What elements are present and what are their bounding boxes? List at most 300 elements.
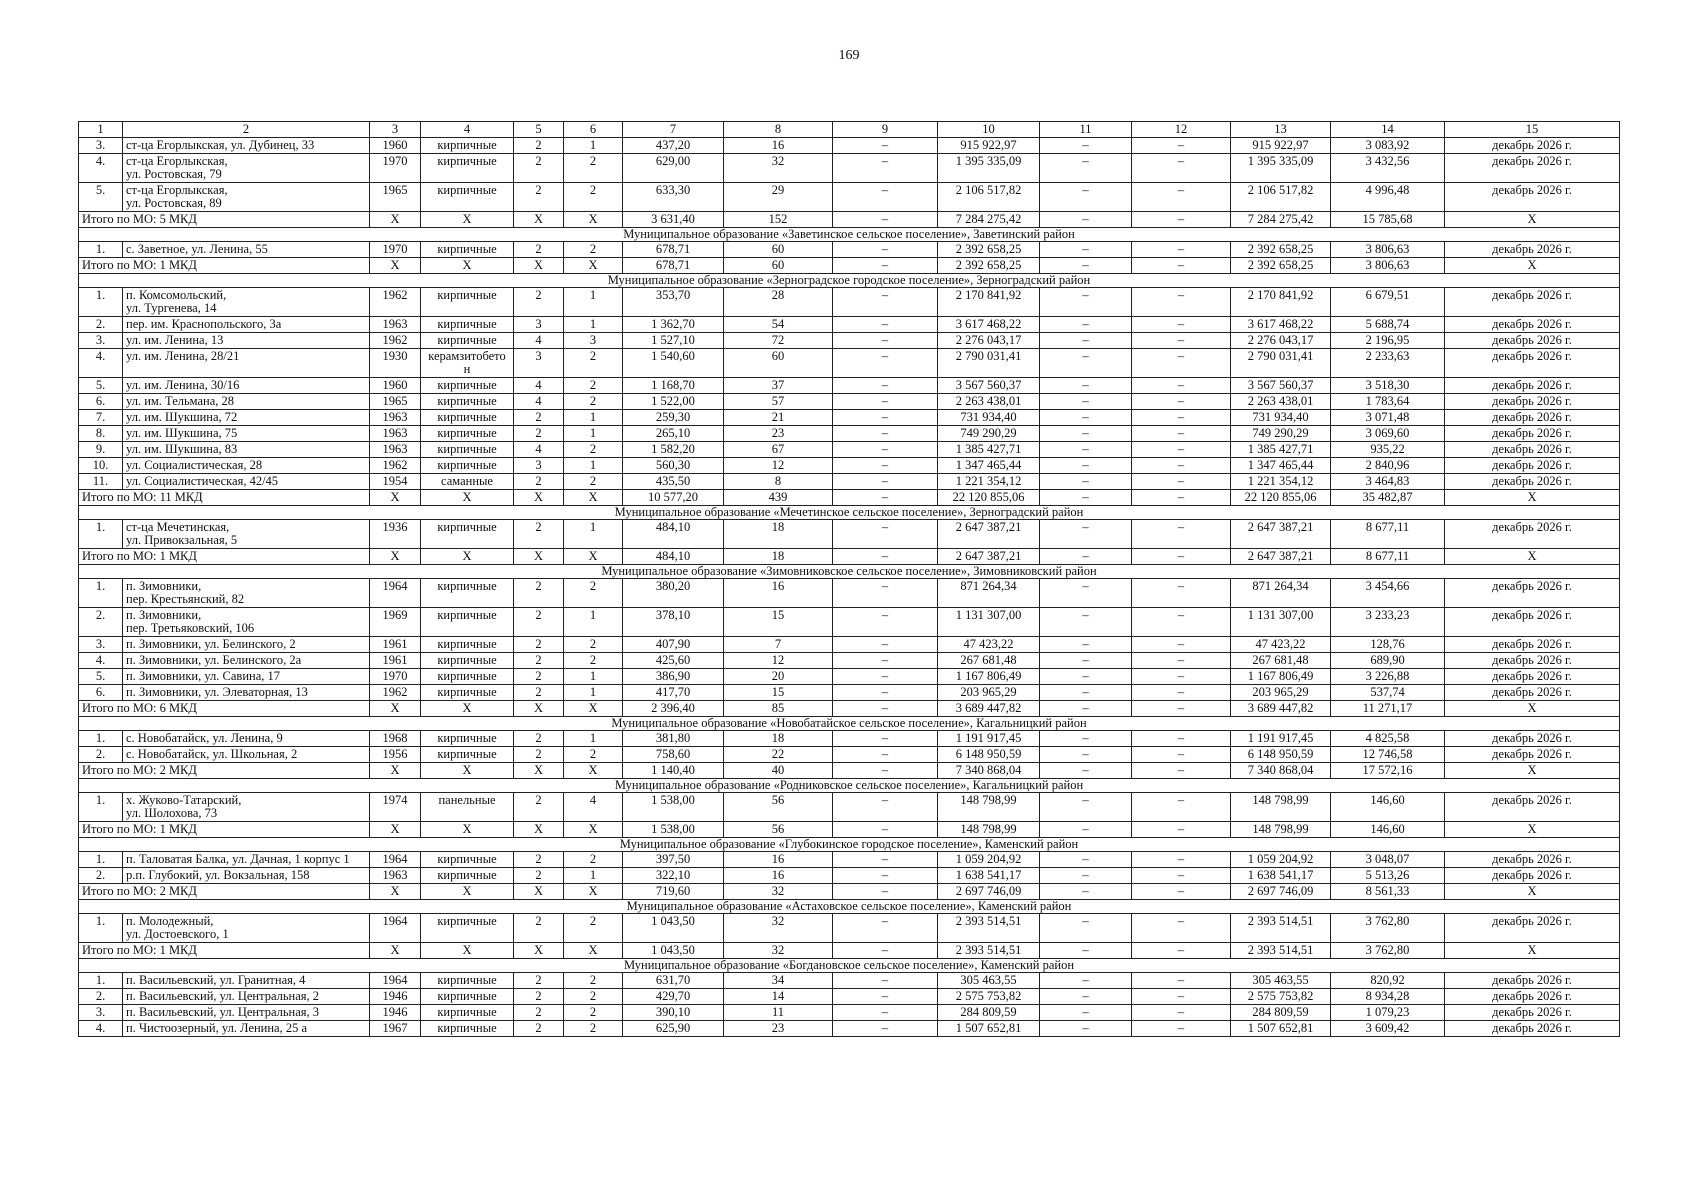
building-cell: – (1132, 1005, 1231, 1021)
subtotal-cell: X (514, 763, 564, 779)
column-number-12: 12 (1132, 122, 1231, 138)
building-cell: 32 (724, 154, 833, 183)
building-cell: – (833, 138, 938, 154)
subtotal-cell: 7 340 868,04 (938, 763, 1040, 779)
building-cell: 146,60 (1331, 793, 1445, 822)
subtotal-cell: X (370, 822, 421, 838)
subtotal-cell: X (1445, 701, 1620, 717)
subtotal-cell: – (1132, 822, 1231, 838)
subtotal-cell: 3 762,80 (1331, 943, 1445, 959)
subtotal-cell: – (1132, 884, 1231, 900)
building-cell: – (1132, 288, 1231, 317)
building-cell: кирпичные (421, 378, 514, 394)
building-cell: – (833, 442, 938, 458)
subtotal-cell: 439 (724, 490, 833, 506)
row-index: 8. (79, 426, 123, 442)
subtotal-row (79, 258, 1620, 274)
building-address: ст-ца Мечетинская, ул. Привокзальная, 5 (123, 520, 370, 549)
subtotal-cell: X (421, 701, 514, 717)
building-cell: – (1040, 973, 1132, 989)
building-cell: 381,80 (623, 731, 724, 747)
subtotal-cell: X (1445, 763, 1620, 779)
building-cell: 4 825,58 (1331, 731, 1445, 747)
building-cell: – (1132, 685, 1231, 701)
subtotal-cell: 3 806,63 (1331, 258, 1445, 274)
building-row (79, 242, 1620, 258)
building-cell: кирпичные (421, 138, 514, 154)
building-address: с. Новобатайск, ул. Ленина, 9 (123, 731, 370, 747)
building-cell: 1 (564, 458, 623, 474)
building-cell: 1930 (370, 349, 421, 378)
building-cell: 2 (514, 747, 564, 763)
building-cell: кирпичные (421, 608, 514, 637)
building-cell: – (1132, 793, 1231, 822)
building-address: п. Васильевский, ул. Центральная, 3 (123, 1005, 370, 1021)
building-cell: 1 362,70 (623, 317, 724, 333)
building-cell: декабрь 2026 г. (1445, 410, 1620, 426)
column-number-7: 7 (623, 122, 724, 138)
row-index: 2. (79, 608, 123, 637)
building-cell: 2 263 438,01 (938, 394, 1040, 410)
building-row (79, 410, 1620, 426)
column-number-2: 2 (123, 122, 370, 138)
building-cell: 3 (564, 333, 623, 349)
subtotal-cell: X (421, 258, 514, 274)
building-row (79, 973, 1620, 989)
building-cell: – (1040, 426, 1132, 442)
building-cell: 2 (514, 242, 564, 258)
building-cell: декабрь 2026 г. (1445, 852, 1620, 868)
municipality-section-row (79, 900, 1620, 914)
row-index: 5. (79, 669, 123, 685)
building-cell: 1962 (370, 458, 421, 474)
building-cell: 28 (724, 288, 833, 317)
building-cell: 2 (514, 914, 564, 943)
building-cell: 1964 (370, 973, 421, 989)
building-cell: декабрь 2026 г. (1445, 288, 1620, 317)
building-cell: 34 (724, 973, 833, 989)
subtotal-cell: X (370, 763, 421, 779)
building-cell: – (1132, 378, 1231, 394)
subtotal-cell: 2 697 746,09 (1231, 884, 1331, 900)
building-cell: 2 575 753,82 (1231, 989, 1331, 1005)
building-cell: 1954 (370, 474, 421, 490)
municipality-title: Муниципальное образование «Астаховское сельское поселение», Каменский район (79, 900, 1620, 914)
building-cell: 1974 (370, 793, 421, 822)
building-cell: – (1040, 288, 1132, 317)
building-cell: 4 996,48 (1331, 183, 1445, 212)
building-cell: – (833, 747, 938, 763)
building-cell: кирпичные (421, 1021, 514, 1037)
building-cell: кирпичные (421, 442, 514, 458)
building-cell: – (1040, 793, 1132, 822)
building-cell: 2 (564, 914, 623, 943)
column-number-11: 11 (1040, 122, 1132, 138)
building-cell: 1 638 541,17 (1231, 868, 1331, 884)
building-cell: 4 (514, 378, 564, 394)
building-cell: – (833, 914, 938, 943)
building-cell: 417,70 (623, 685, 724, 701)
row-index: 1. (79, 242, 123, 258)
building-cell: 8 (724, 474, 833, 490)
building-cell: 935,22 (1331, 442, 1445, 458)
building-cell: 2 106 517,82 (1231, 183, 1331, 212)
building-cell: – (1132, 458, 1231, 474)
building-cell: декабрь 2026 г. (1445, 747, 1620, 763)
building-cell: 3 048,07 (1331, 852, 1445, 868)
building-cell: кирпичные (421, 852, 514, 868)
building-cell: 2 233,63 (1331, 349, 1445, 378)
building-cell: 435,50 (623, 474, 724, 490)
building-row (79, 579, 1620, 608)
building-cell: 6 148 950,59 (938, 747, 1040, 763)
building-cell: – (1132, 426, 1231, 442)
building-address: ул. Социалистическая, 42/45 (123, 474, 370, 490)
building-address: ул. им. Ленина, 30/16 (123, 378, 370, 394)
building-cell: 1960 (370, 378, 421, 394)
subtotal-cell: – (833, 549, 938, 565)
building-cell: 47 423,22 (1231, 637, 1331, 653)
subtotal-cell: X (564, 822, 623, 838)
building-address: р.п. Глубокий, ул. Вокзальная, 158 (123, 868, 370, 884)
subtotal-row (79, 701, 1620, 717)
building-cell: кирпичные (421, 288, 514, 317)
building-cell: 2 575 753,82 (938, 989, 1040, 1005)
building-cell: 1 221 354,12 (938, 474, 1040, 490)
building-cell: – (833, 1005, 938, 1021)
building-cell: 2 790 031,41 (1231, 349, 1331, 378)
building-row (79, 637, 1620, 653)
building-cell: декабрь 2026 г. (1445, 989, 1620, 1005)
building-row (79, 474, 1620, 490)
subtotal-cell: X (370, 701, 421, 717)
building-cell: 4 (514, 394, 564, 410)
building-cell: декабрь 2026 г. (1445, 793, 1620, 822)
subtotal-cell: – (1132, 212, 1231, 228)
building-cell: 429,70 (623, 989, 724, 1005)
building-cell: 2 (514, 793, 564, 822)
row-index: 6. (79, 394, 123, 410)
building-row (79, 852, 1620, 868)
building-cell: 1 (564, 669, 623, 685)
subtotal-cell: X (564, 490, 623, 506)
subtotal-cell: X (514, 549, 564, 565)
building-cell: декабрь 2026 г. (1445, 242, 1620, 258)
row-index: 6. (79, 685, 123, 701)
subtotal-label: Итого по МО: 1 МКД (79, 943, 370, 959)
building-cell: 1 131 307,00 (938, 608, 1040, 637)
building-cell: кирпичные (421, 426, 514, 442)
building-row (79, 731, 1620, 747)
building-cell: – (1040, 653, 1132, 669)
building-cell: 3 617 468,22 (938, 317, 1040, 333)
building-row (79, 989, 1620, 1005)
building-cell: 16 (724, 579, 833, 608)
building-cell: – (1132, 442, 1231, 458)
building-cell: декабрь 2026 г. (1445, 520, 1620, 549)
subtotal-cell: 1 538,00 (623, 822, 724, 838)
municipality-section-row (79, 838, 1620, 852)
building-cell: 3 609,42 (1331, 1021, 1445, 1037)
row-index: 7. (79, 410, 123, 426)
subtotal-cell: – (1040, 701, 1132, 717)
building-cell: декабрь 2026 г. (1445, 608, 1620, 637)
building-cell: 537,74 (1331, 685, 1445, 701)
building-cell: 2 (514, 1021, 564, 1037)
building-cell: – (833, 520, 938, 549)
building-cell: – (1040, 731, 1132, 747)
subtotal-cell: – (1132, 701, 1231, 717)
subtotal-cell: X (370, 943, 421, 959)
subtotal-cell: 32 (724, 884, 833, 900)
building-address: пер. им. Краснопольского, 3а (123, 317, 370, 333)
building-cell: 1 131 307,00 (1231, 608, 1331, 637)
building-cell: 4 (514, 442, 564, 458)
subtotal-cell: 10 577,20 (623, 490, 724, 506)
building-cell: – (1040, 989, 1132, 1005)
building-cell: 8 934,28 (1331, 989, 1445, 1005)
row-index: 9. (79, 442, 123, 458)
building-cell: – (833, 637, 938, 653)
building-cell: – (833, 183, 938, 212)
building-cell: 12 (724, 458, 833, 474)
subtotal-cell: 2 647 387,21 (938, 549, 1040, 565)
building-cell: – (1040, 852, 1132, 868)
column-number-15: 15 (1445, 122, 1620, 138)
building-address: ул. им. Шукшина, 75 (123, 426, 370, 442)
subtotal-cell: 2 396,40 (623, 701, 724, 717)
building-cell: 1 (564, 410, 623, 426)
building-cell: кирпичные (421, 653, 514, 669)
building-cell: – (1040, 868, 1132, 884)
building-cell: 1 (564, 731, 623, 747)
building-cell: 2 393 514,51 (1231, 914, 1331, 943)
subtotal-cell: 484,10 (623, 549, 724, 565)
building-cell: 20 (724, 669, 833, 685)
row-index: 1. (79, 579, 123, 608)
row-index: 1. (79, 288, 123, 317)
building-cell: 1962 (370, 288, 421, 317)
building-cell: 1946 (370, 1005, 421, 1021)
subtotal-row (79, 212, 1620, 228)
building-address: ст-ца Егорлыкская, ул. Ростовская, 79 (123, 154, 370, 183)
row-index: 4. (79, 349, 123, 378)
subtotal-cell: X (1445, 490, 1620, 506)
building-cell: 407,90 (623, 637, 724, 653)
building-cell: 1946 (370, 989, 421, 1005)
building-cell: 284 809,59 (938, 1005, 1040, 1021)
subtotal-cell: – (1132, 943, 1231, 959)
subtotal-cell: 1 043,50 (623, 943, 724, 959)
municipality-title: Муниципальное образование «Родниковское сельское поселение», Кагальницкий район (79, 779, 1620, 793)
building-cell: 2 (514, 154, 564, 183)
building-address: п. Зимовники, ул. Белинского, 2а (123, 653, 370, 669)
building-cell: 5 513,26 (1331, 868, 1445, 884)
building-cell: декабрь 2026 г. (1445, 154, 1620, 183)
building-cell: 2 (564, 394, 623, 410)
subtotal-cell: 3 631,40 (623, 212, 724, 228)
row-index: 1. (79, 793, 123, 822)
subtotal-cell: 22 120 855,06 (938, 490, 1040, 506)
building-cell: 2 (564, 1005, 623, 1021)
building-cell: 2 (514, 653, 564, 669)
building-cell: 1 (564, 868, 623, 884)
building-cell: – (1132, 138, 1231, 154)
subtotal-cell: 678,71 (623, 258, 724, 274)
building-cell: 67 (724, 442, 833, 458)
building-cell: 1967 (370, 1021, 421, 1037)
building-cell: 14 (724, 989, 833, 1005)
subtotal-label: Итого по МО: 5 МКД (79, 212, 370, 228)
row-index: 1. (79, 731, 123, 747)
building-cell: – (1040, 394, 1132, 410)
building-cell: – (1132, 474, 1231, 490)
building-cell: 284 809,59 (1231, 1005, 1331, 1021)
building-cell: 1 538,00 (623, 793, 724, 822)
building-cell: кирпичные (421, 458, 514, 474)
municipality-title: Муниципальное образование «Зимовниковское сельское поселение», Зимовниковский район (79, 565, 1620, 579)
building-cell: 437,20 (623, 138, 724, 154)
building-cell: 1 191 917,45 (1231, 731, 1331, 747)
building-cell: 378,10 (623, 608, 724, 637)
building-cell: 1961 (370, 653, 421, 669)
row-index: 1. (79, 852, 123, 868)
subtotal-cell: 7 284 275,42 (938, 212, 1040, 228)
subtotal-cell: X (421, 822, 514, 838)
building-address: ул. им. Тельмана, 28 (123, 394, 370, 410)
subtotal-cell: X (421, 549, 514, 565)
column-number-14: 14 (1331, 122, 1445, 138)
building-cell: – (1132, 914, 1231, 943)
subtotal-cell: X (564, 701, 623, 717)
building-cell: 2 (564, 579, 623, 608)
building-cell: – (1132, 608, 1231, 637)
column-number-13: 13 (1231, 122, 1331, 138)
row-index: 3. (79, 138, 123, 154)
building-cell: 749 290,29 (1231, 426, 1331, 442)
building-cell: 2 (514, 474, 564, 490)
subtotal-label: Итого по МО: 2 МКД (79, 884, 370, 900)
building-cell: кирпичные (421, 317, 514, 333)
subtotal-cell: 7 340 868,04 (1231, 763, 1331, 779)
building-cell: 820,92 (1331, 973, 1445, 989)
subtotal-cell: X (514, 258, 564, 274)
building-address: ул. Социалистическая, 28 (123, 458, 370, 474)
building-cell: – (833, 579, 938, 608)
building-row (79, 349, 1620, 378)
building-cell: саманные (421, 474, 514, 490)
building-cell: 1 059 204,92 (938, 852, 1040, 868)
building-address: ст-ца Егорлыкская, ул. Ростовская, 89 (123, 183, 370, 212)
building-address: п. Таловатая Балка, ул. Дачная, 1 корпус 1 (123, 852, 370, 868)
building-cell: 1956 (370, 747, 421, 763)
building-cell: – (833, 731, 938, 747)
subtotal-cell: 1 140,40 (623, 763, 724, 779)
building-cell: 2 170 841,92 (938, 288, 1040, 317)
building-cell: кирпичные (421, 637, 514, 653)
building-address: ст-ца Егорлыкская, ул. Дубинец, 33 (123, 138, 370, 154)
column-number-5: 5 (514, 122, 564, 138)
subtotal-cell: X (370, 258, 421, 274)
column-number-1: 1 (79, 122, 123, 138)
building-cell: декабрь 2026 г. (1445, 138, 1620, 154)
building-row (79, 520, 1620, 549)
building-cell: 2 (514, 637, 564, 653)
subtotal-cell: – (833, 763, 938, 779)
building-cell: 1 507 652,81 (1231, 1021, 1331, 1037)
building-cell: 1963 (370, 442, 421, 458)
subtotal-cell: 3 689 447,82 (938, 701, 1040, 717)
subtotal-cell: – (833, 884, 938, 900)
subtotal-cell: X (370, 212, 421, 228)
row-index: 4. (79, 154, 123, 183)
building-cell: 2 (514, 685, 564, 701)
building-cell: 2 (514, 426, 564, 442)
subtotal-cell: X (514, 884, 564, 900)
building-cell: 871 264,34 (938, 579, 1040, 608)
building-cell: 484,10 (623, 520, 724, 549)
building-cell: 3 (514, 458, 564, 474)
building-cell: – (833, 426, 938, 442)
building-cell: 265,10 (623, 426, 724, 442)
building-cell: 203 965,29 (1231, 685, 1331, 701)
building-cell: – (1132, 579, 1231, 608)
building-cell: декабрь 2026 г. (1445, 868, 1620, 884)
building-row (79, 793, 1620, 822)
building-cell: – (1040, 378, 1132, 394)
subtotal-cell: 148 798,99 (1231, 822, 1331, 838)
subtotal-cell: 7 284 275,42 (1231, 212, 1331, 228)
building-cell: – (1040, 183, 1132, 212)
building-cell: декабрь 2026 г. (1445, 458, 1620, 474)
building-cell: – (1040, 608, 1132, 637)
subtotal-cell: X (421, 490, 514, 506)
building-cell: – (833, 608, 938, 637)
building-cell: 1 522,00 (623, 394, 724, 410)
building-cell: 731 934,40 (938, 410, 1040, 426)
subtotal-cell: 17 572,16 (1331, 763, 1445, 779)
building-cell: 1 527,10 (623, 333, 724, 349)
subtotal-cell: X (1445, 258, 1620, 274)
building-cell: – (1132, 394, 1231, 410)
building-cell: керамзитобето н (421, 349, 514, 378)
building-cell: 689,90 (1331, 653, 1445, 669)
building-cell: 3 226,88 (1331, 669, 1445, 685)
building-cell: 267 681,48 (938, 653, 1040, 669)
building-cell: 2 (564, 154, 623, 183)
building-cell: декабрь 2026 г. (1445, 378, 1620, 394)
building-cell: 1 783,64 (1331, 394, 1445, 410)
building-cell: декабрь 2026 г. (1445, 426, 1620, 442)
subtotal-cell: X (1445, 549, 1620, 565)
building-cell: 305 463,55 (1231, 973, 1331, 989)
subtotal-cell: X (514, 943, 564, 959)
building-cell: 32 (724, 914, 833, 943)
building-cell: 11 (724, 1005, 833, 1021)
row-index: 4. (79, 653, 123, 669)
building-cell: 128,76 (1331, 637, 1445, 653)
building-cell: – (1040, 579, 1132, 608)
subtotal-cell: – (1132, 549, 1231, 565)
building-cell: 871 264,34 (1231, 579, 1331, 608)
row-index: 3. (79, 637, 123, 653)
building-cell: 749 290,29 (938, 426, 1040, 442)
building-cell: – (833, 474, 938, 490)
building-cell: 633,30 (623, 183, 724, 212)
building-cell: 29 (724, 183, 833, 212)
building-cell: 8 677,11 (1331, 520, 1445, 549)
building-cell: – (1040, 914, 1132, 943)
